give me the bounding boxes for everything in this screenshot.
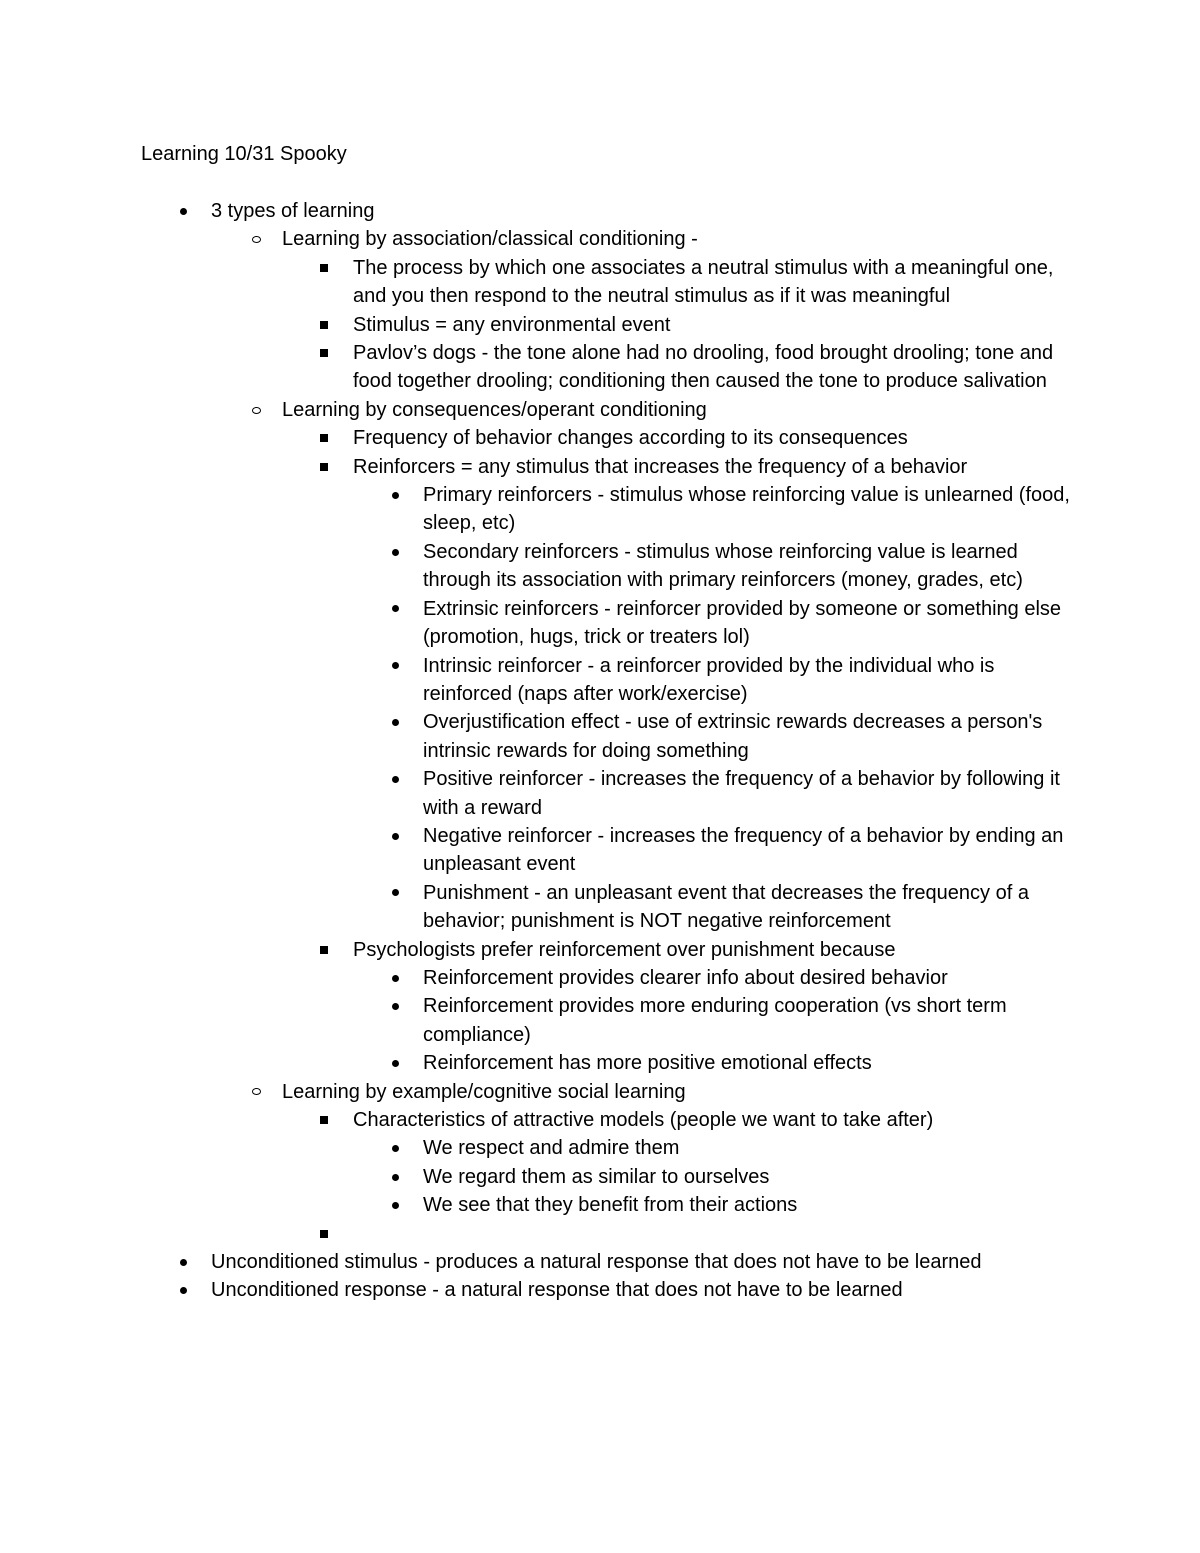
square-icon — [316, 311, 332, 339]
list-item — [0, 424, 1073, 452]
disc-icon — [387, 652, 403, 680]
list-item — [0, 964, 1083, 992]
list-item — [0, 481, 1083, 538]
disc-icon — [387, 765, 403, 793]
disc-icon — [387, 1049, 403, 1077]
disc-icon — [387, 538, 403, 566]
list-item — [0, 936, 1073, 964]
disc-icon — [387, 822, 403, 850]
disc-icon — [387, 992, 403, 1020]
list-item — [0, 879, 1083, 936]
list-item-text: Primary reinforcers - stimulus whose reinforcing value is unlearned (food, sleep, etc) — [423, 484, 1070, 535]
list-item-text: Positive reinforcer - increases the frequency of a behavior by following it with a reward — [423, 768, 1060, 819]
disc-icon — [387, 964, 403, 992]
list-item — [0, 652, 1083, 709]
list-item-text: Psychologists prefer reinforcement over punishment because — [353, 938, 896, 961]
list-item — [0, 1163, 1083, 1191]
square-icon — [316, 936, 332, 964]
list-item-text: Frequency of behavior changes according to its consequences — [353, 427, 908, 450]
disc-icon — [175, 1248, 191, 1276]
list-item-text: We regard them as similar to ourselves — [423, 1165, 770, 1188]
list-item — [0, 822, 1083, 879]
list-item — [0, 765, 1083, 822]
list-item — [0, 197, 1071, 225]
list-item — [0, 538, 1083, 595]
square-icon — [316, 1106, 332, 1134]
list-item-text: Punishment - an unpleasant event that decreases the frequency of a behavior; punishment is NOT negative reinforcement — [423, 881, 1029, 933]
circle-icon — [248, 225, 264, 253]
list-item-text: Stimulus = any environmental event — [353, 313, 671, 336]
square-icon — [316, 339, 332, 367]
list-item-text: Unconditioned stimulus - produces a natural response that does not have to be learned — [211, 1251, 982, 1274]
square-icon — [316, 254, 332, 282]
square-icon — [316, 453, 332, 481]
page-title: Learning 10/31 Spooky — [141, 143, 347, 165]
list-item-text: 3 types of learning — [211, 200, 375, 222]
square-icon — [316, 424, 332, 452]
list-item-text — [353, 1220, 1073, 1248]
list-item-text: Reinforcement provides more enduring cooperation (vs short term compliance) — [423, 995, 1007, 1046]
list-item-text: We see that they benefit from their actions — [423, 1194, 798, 1217]
circle-icon — [248, 396, 264, 424]
list-item — [0, 1191, 1083, 1219]
list-item-text: Extrinsic reinforcers - reinforcer provided by someone or something else (promotion, hugs, trick or treaters lol) — [423, 597, 1062, 649]
list-item — [0, 1078, 1072, 1106]
list-item — [0, 1106, 1073, 1134]
disc-icon — [387, 1163, 403, 1191]
disc-icon — [387, 1191, 403, 1219]
list-item-text: Reinforcement has more positive emotional effects — [423, 1052, 872, 1075]
circle-icon — [248, 1078, 264, 1106]
list-item — [0, 595, 1083, 652]
list-item-text: Learning by consequences/operant conditioning — [282, 398, 707, 421]
list-item — [0, 453, 1073, 481]
list-item — [0, 396, 1072, 424]
list-item-text: Reinforcers = any stimulus that increases the frequency of a behavior — [353, 455, 968, 478]
list-item-text: Secondary reinforcers - stimulus whose reinforcing value is learned through its association with primary reinforcers (money, grades, etc) — [423, 540, 1023, 592]
square-icon — [316, 1220, 332, 1248]
disc-icon — [387, 879, 403, 907]
disc-icon — [387, 481, 403, 509]
list-item-text: Characteristics of attractive models (people we want to take after) — [353, 1109, 934, 1131]
list-item-text: We respect and admire them — [423, 1137, 680, 1160]
list-item-text: Pavlov’s dogs - the tone alone had no drooling, food brought drooling; tone and food together drooling; conditioning then caused the tone to produce salivation — [353, 342, 1054, 393]
list-item — [0, 992, 1083, 1049]
list-item-text: The process by which one associates a neutral stimulus with a meaningful one, and you then respond to the neutral stimulus as if it was meaningful — [353, 256, 1054, 308]
disc-icon — [387, 708, 403, 736]
list-item — [0, 339, 1073, 396]
list-item — [0, 1134, 1083, 1162]
disc-icon — [175, 197, 191, 225]
list-item-text: Unconditioned response - a natural response that does not have to be learned — [211, 1279, 903, 1302]
list-item-text: Learning by example/cognitive social learning — [282, 1080, 686, 1103]
disc-icon — [387, 595, 403, 623]
list-item-text: Overjustification effect - use of extrinsic rewards decreases a person's intrinsic rewards for doing something — [423, 711, 1043, 762]
list-item-text: Reinforcement provides clearer info about desired behavior — [423, 966, 948, 989]
list-item-text: Negative reinforcer - increases the frequency of a behavior by ending an unpleasant event — [423, 824, 1064, 876]
list-item-text: Learning by association/classical conditioning - — [282, 228, 698, 251]
list-item — [0, 1248, 1071, 1276]
disc-icon — [175, 1276, 191, 1304]
notes-list — [0, 197, 1200, 1305]
list-item — [0, 1276, 1071, 1304]
list-item — [0, 1049, 1083, 1077]
disc-icon — [387, 1134, 403, 1162]
list-item — [0, 254, 1073, 311]
list-item — [0, 311, 1073, 339]
list-item — [0, 708, 1083, 765]
list-item — [0, 1220, 1073, 1248]
list-item-text: Intrinsic reinforcer - a reinforcer provided by the individual who is reinforced (naps after work/exercise) — [423, 654, 995, 705]
list-item — [0, 225, 1072, 253]
